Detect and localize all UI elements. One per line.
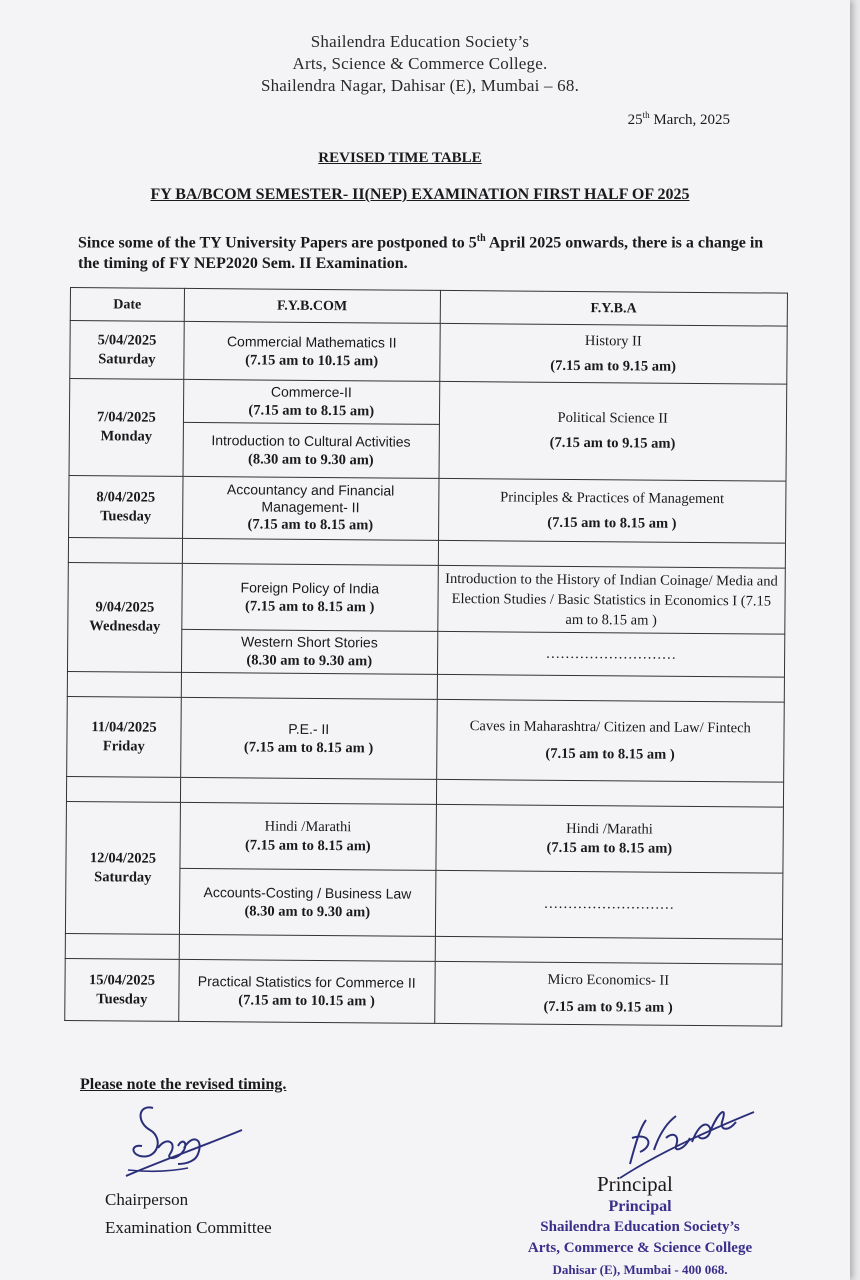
bcom-cell: P.E.- II (7.15 am to 8.15 am ) [181,697,437,779]
date-cell: 7/04/2025 Monday [69,379,184,477]
bcom-cell: Commercial Mathematics II (7.15 am to 10.15 am) [184,321,440,381]
principal-label: Principal [597,1172,673,1196]
table-row [66,801,783,873]
ba-cell: Principles & Practices of Management (7.15 am to 8.15 am ) [438,478,786,543]
header-fyba: F.Y.B.A [440,290,788,326]
page-title: REVISED TIME TABLE [318,150,482,166]
bcom-cell: Accountancy and Financial Management- II (7.15 am to 8.15 am) [182,476,438,540]
bcom-cell: Commerce-II (7.15 am to 8.15 am) [183,379,439,424]
table-row [69,475,786,543]
college-stamp: Principal Shailendra Education Society’s Arts, Commerce & Science College Dahisar (E), Mumbai - 400 068. [527,1198,753,1277]
bcom-cell: Western Short Stories (8.30 am to 9.30 am) [181,629,437,674]
timetable [64,287,788,1027]
table-row [67,696,785,782]
date-cell: 11/04/2025 Friday [67,696,182,777]
date-cell: 12/04/2025 Saturday [65,801,180,934]
notice-text: Since some of the TY University Papers are postponed to 5th April 2025 onwards, there is a change in the timing of FY NEP2020 Sem. II Examination. [78,233,764,273]
ba-cell: Political Science II (7.15 am to 9.15 am) [439,381,787,481]
date-cell: 8/04/2025 Tuesday [69,475,183,538]
bcom-cell: Accounts-Costing / Business Law (8.30 am to 9.30 am) [179,868,435,936]
ba-cell: Caves in Maharashtra/ Citizen and Law/ Fintech (7.15 am to 8.15 am ) [436,699,784,782]
society-name: Shailendra Education Society’s [310,32,530,51]
bcom-cell: Hindi /Marathi (7.15 am to 8.15 am) [180,802,436,870]
ba-cell: Micro Economics- II (7.15 am to 9.15 am ) [434,961,782,1026]
principal-signature [610,1092,760,1182]
date-cell: 9/04/2025 Wednesday [67,562,182,672]
header-fybcom: F.Y.B.COM [184,288,440,323]
date-cell: 5/04/2025 Saturday [70,321,184,380]
table-row [69,379,786,428]
bcom-cell: Foreign Policy of India (7.15 am to 8.15 am ) [182,563,438,631]
college-address: Shailendra Nagar, Dahisar (E), Mumbai – 68. [260,76,580,95]
college-name: Arts, Science & Commerce College. [292,54,548,73]
chairperson-label: Chairperson [105,1190,189,1209]
chairperson-block [105,1186,272,1242]
ba-cell: ……………………… [435,870,783,939]
chairperson-signature [118,1098,248,1184]
bcom-cell: Practical Statistics for Commerce II (7.15 am to 10.15 am ) [179,959,435,1023]
revised-timing-note: Please note the revised timing. [80,1076,287,1093]
table-header-row [70,288,787,327]
ba-cell: ……………………… [437,631,785,677]
issue-date: 25th March, 2025 [627,110,730,128]
ba-cell: History II (7.15 am to 9.15 am) [439,323,787,384]
header-date: Date [70,288,184,322]
ba-cell: Hindi /Marathi (7.15 am to 8.15 am) [435,804,783,873]
committee-label: Examination Committee [105,1218,272,1237]
table-row [68,562,785,634]
date-cell: 15/04/2025 Tuesday [65,958,179,1021]
ba-cell: Introduction to the History of Indian Coinage/ Media and Election Studies / Basic Statistics in Economics I (7.15 am to 8.15 am ) [437,565,785,634]
exam-subtitle: FY BA/BCOM SEMESTER- II(NEP) EXAMINATION FIRST HALF OF 2025 [150,186,690,203]
table-row [70,321,787,385]
bcom-cell: Introduction to Cultural Activities (8.30 am to 9.30 am) [183,422,439,478]
table-row [65,958,782,1026]
